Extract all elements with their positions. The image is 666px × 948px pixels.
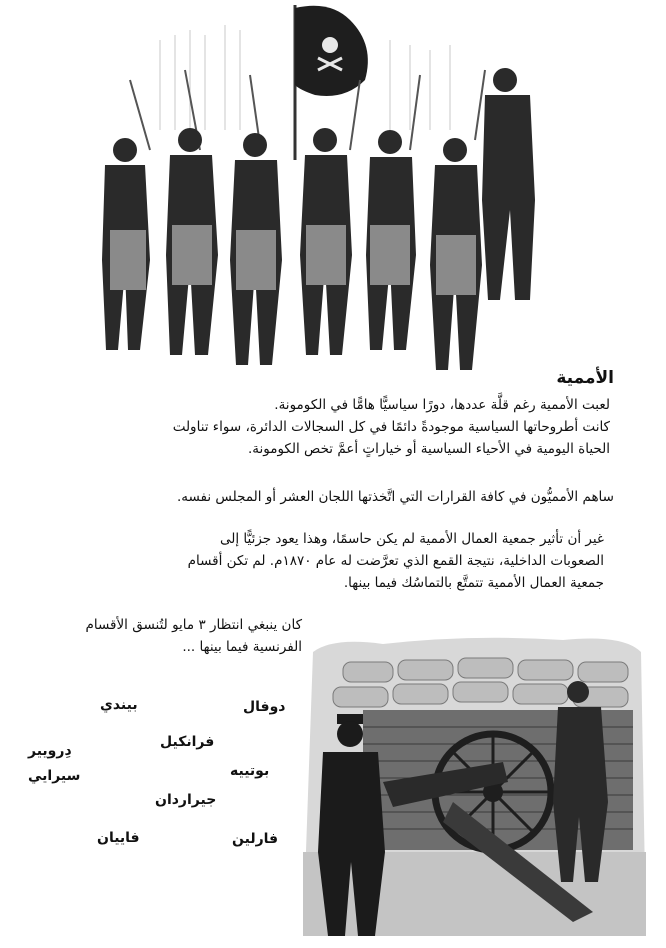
paragraph-3-line: الصعوبات الداخلية، نتيجة القمع الذي تعرَّضت له عام ١٨٧٠م. لم تكن أقسام bbox=[187, 553, 604, 569]
cannon-photo bbox=[303, 632, 646, 936]
name-bindi: بيندي bbox=[100, 697, 138, 713]
paragraph-3-line: جمعية العمال الأممية تتمتَّع بالتماسُك فيما بينها. bbox=[343, 575, 604, 591]
name-duval: دوفال bbox=[243, 699, 286, 715]
name-serrailler: سيرايي bbox=[28, 768, 81, 784]
paragraph-2-line: ساهم الأمميُّون في كافة القرارات التي اتَّخذتها اللجان العشر أو المجلس نفسه. bbox=[176, 489, 614, 505]
name-theisz: بوتييه bbox=[230, 763, 270, 779]
paragraph-1-line: كانت أطروحاتها السياسية موجودةً دائمًا في كل السجالات الدائرة، سواء تناولت bbox=[172, 419, 610, 435]
paragraph-2 bbox=[94, 486, 614, 508]
communards-engraving bbox=[90, 0, 540, 372]
paragraph-4 bbox=[42, 614, 302, 658]
paragraph-4-line: كان ينبغي انتظار ٣ مايو لتُنسق الأقسام bbox=[85, 617, 302, 633]
name-varlin: فارلين bbox=[232, 831, 279, 847]
paragraph-1-line: لعبت الأممية رغم قلَّة عددها، دورًا سياسيًّا هامًّا في الكومونة. bbox=[274, 397, 610, 413]
paragraph-3 bbox=[84, 528, 604, 594]
paragraph-4-line: الفرنسية فيما بينها ... bbox=[182, 639, 302, 655]
name-frankel: فرانكيل bbox=[160, 734, 215, 750]
name-vaillant: فاييان bbox=[97, 830, 140, 846]
paragraph-1-line: الحياة اليومية في الأحياء السياسية أو خياراتٍ أعمَّ تخص الكومونة. bbox=[247, 441, 610, 457]
paragraph-3-line: غير أن تأثير جمعية العمال الأممية لم يكن حاسمًا، وهذا يعود جزئيًّا إلى bbox=[220, 531, 604, 547]
section-heading: الأممية bbox=[556, 368, 614, 388]
name-giraradan: جيراردان bbox=[155, 792, 217, 808]
name-dereure: دِرويير bbox=[28, 743, 72, 759]
paragraph-1 bbox=[90, 394, 610, 460]
